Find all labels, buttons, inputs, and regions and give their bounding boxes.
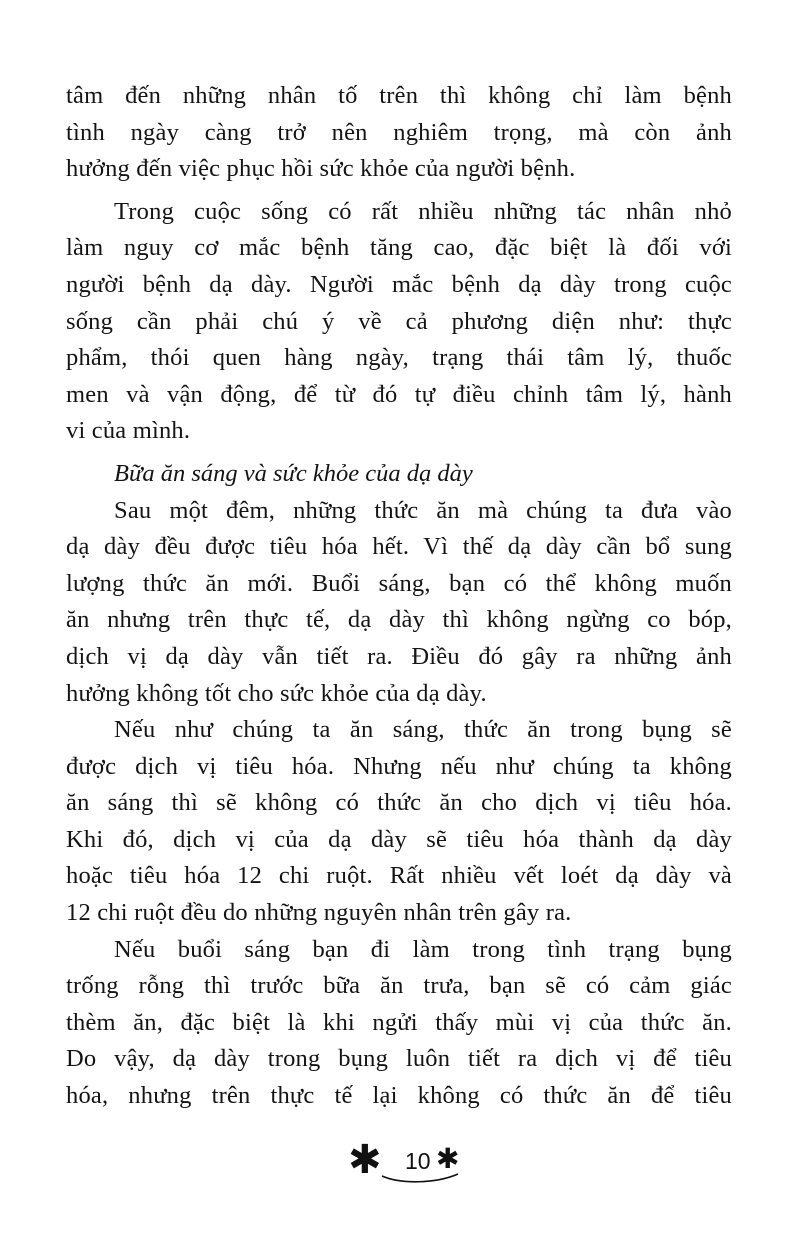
text-line: hưởng đến việc phục hồi sức khỏe của người bệnh. <box>66 155 576 183</box>
text-line: men và vận động, để từ đó tự điều chỉnh tâm lý, hành <box>66 380 732 408</box>
text-line: tâm đến những nhân tố trên thì không chỉ làm bệnh <box>66 82 732 109</box>
paragraph <box>66 712 732 932</box>
text-line: tình ngày càng trở nên nghiêm trọng, mà còn ảnh <box>66 118 732 146</box>
swash-underline-icon <box>380 1170 460 1186</box>
text-line: Sau một đêm, những thức ăn mà chúng ta đưa vào <box>114 496 732 524</box>
text-line: làm nguy cơ mắc bệnh tăng cao, đặc biệt là đối với <box>66 234 732 262</box>
text-line: sống cần phải chú ý về cả phương diện như: thực <box>66 307 732 335</box>
asterisk-ornament-icon: ✱ <box>348 1137 382 1183</box>
text-line: hưởng không tốt cho sức khỏe của dạ dày. <box>66 679 487 707</box>
page-footer <box>340 1137 470 1190</box>
text-line: Khi đó, dịch vị của dạ dày sẽ tiêu hóa thành dạ dày <box>66 825 732 853</box>
text-line: 12 chi ruột đều do những nguyên nhân trên gây ra. <box>66 899 572 927</box>
text-line: vi của mình. <box>66 417 191 445</box>
text-line: dịch vị dạ dày vẫn tiết ra. Điều đó gây ra những ảnh <box>66 642 732 670</box>
text-line: Nếu buổi sáng bạn đi làm trong tình trạng bụng <box>114 935 732 963</box>
text-line: Trong cuộc sống có rất nhiều những tác nhân nhỏ <box>114 197 732 225</box>
text-line: trống rỗng thì trước bữa ăn trưa, bạn sẽ có cảm giác <box>66 972 732 1000</box>
text-line: hóa, nhưng trên thực tế lại không có thức ăn để tiêu <box>66 1082 732 1110</box>
paragraph <box>66 932 732 1115</box>
text-line: lượng thức ăn mới. Buổi sáng, bạn có thể không muốn <box>66 569 732 597</box>
page-body <box>66 78 732 1115</box>
text-line: người bệnh dạ dày. Người mắc bệnh dạ dày trong cuộc <box>66 270 732 298</box>
text-line: dạ dày đều được tiêu hóa hết. Vì thế dạ dày cần bổ sung <box>66 533 732 561</box>
paragraph <box>66 493 732 713</box>
text-line: ăn nhưng trên thực tế, dạ dày thì không ngừng co bóp, <box>66 606 732 634</box>
text-line: phẩm, thói quen hàng ngày, trạng thái tâm lý, thuốc <box>66 344 732 372</box>
text-line: hoặc tiêu hóa 12 chi ruột. Rất nhiều vết loét dạ dày và <box>66 862 732 890</box>
paragraph <box>66 194 732 450</box>
asterisk-ornament-icon: ✱ <box>436 1142 460 1175</box>
text-line: ăn sáng thì sẽ không có thức ăn cho dịch vị tiêu hóa. <box>66 789 732 817</box>
text-line: Do vậy, dạ dày trong bụng luôn tiết ra dịch vị để tiêu <box>66 1045 732 1073</box>
text-line: được dịch vị tiêu hóa. Nhưng nếu như chúng ta không <box>66 752 732 780</box>
page-number: 10 <box>405 1148 431 1174</box>
text-line: thèm ăn, đặc biệt là khi ngửi thấy mùi vị của thức ăn. <box>66 1008 732 1036</box>
text-line: Nếu như chúng ta ăn sáng, thức ăn trong bụng sẽ <box>114 716 732 744</box>
section-heading: Bữa ăn sáng và sức khỏe của dạ dày <box>114 459 473 487</box>
paragraph-continuation <box>66 78 732 188</box>
